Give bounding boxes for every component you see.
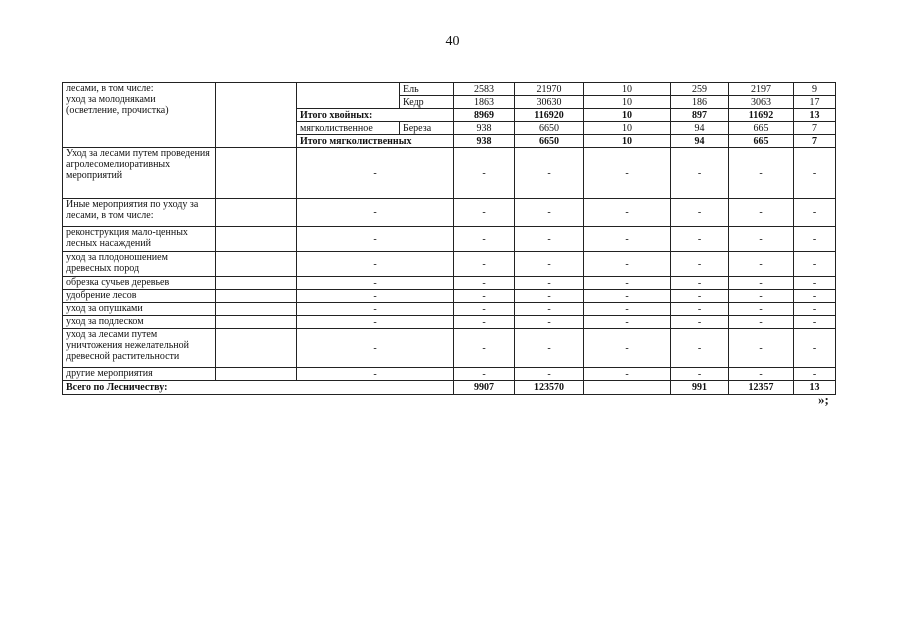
cell-value: - — [729, 303, 794, 316]
cell-value: - — [454, 277, 515, 290]
cell-value: - — [454, 148, 515, 199]
species-name: Ель — [400, 83, 454, 96]
cell-value: - — [671, 199, 729, 227]
cell-value: - — [729, 290, 794, 303]
cell-value: - — [584, 148, 671, 199]
cell-value: - — [584, 303, 671, 316]
cell-value: - — [794, 368, 836, 381]
cell-value: - — [584, 290, 671, 303]
cell-value: - — [794, 199, 836, 227]
species-name: Кедр — [400, 96, 454, 109]
activity-row — [63, 316, 836, 329]
activity-label: удобрение лесов — [63, 290, 216, 303]
cell-value: - — [454, 227, 515, 252]
cell-value: - — [729, 227, 794, 252]
cell-value: - — [584, 227, 671, 252]
cell-value: - — [515, 199, 584, 227]
cell-value: - — [729, 277, 794, 290]
cell-value: - — [515, 316, 584, 329]
forestry-activities-table — [62, 82, 836, 395]
empty-cell — [216, 290, 297, 303]
activity-row — [63, 199, 836, 227]
subtotal-label: Итого мягколиственных — [297, 135, 454, 148]
page-number: 40 — [445, 34, 460, 49]
closing-quote-mark: »; — [818, 392, 829, 407]
cell-value: - — [729, 199, 794, 227]
cell-value: 10 — [584, 109, 671, 122]
activity-row — [63, 290, 836, 303]
empty-cell — [216, 227, 297, 252]
activity-label: уход за лесами путем уничтожения нежелательной древесной растительности — [63, 329, 216, 368]
cell-value: - — [515, 303, 584, 316]
cell-value: 2583 — [454, 83, 515, 96]
cell-value: - — [794, 227, 836, 252]
cell-value: 21970 — [515, 83, 584, 96]
cell-value: - — [794, 329, 836, 368]
cell-value: - — [515, 290, 584, 303]
cell-value: 7 — [794, 135, 836, 148]
cell-value: 186 — [671, 96, 729, 109]
cell-value: - — [515, 148, 584, 199]
cell-value: - — [515, 227, 584, 252]
cell-value: - — [671, 227, 729, 252]
cell-value: 938 — [454, 135, 515, 148]
cell-value: 11692 — [729, 109, 794, 122]
activity-label: другие мероприятия — [63, 368, 216, 381]
cell-value: - — [729, 368, 794, 381]
cell-value: 897 — [671, 109, 729, 122]
cell-value: 991 — [671, 381, 729, 395]
empty-cell — [216, 148, 297, 199]
cell-value: - — [297, 199, 454, 227]
empty-cell — [216, 368, 297, 381]
cell-value: 1863 — [454, 96, 515, 109]
activity-row — [63, 252, 836, 277]
cell-value: 94 — [671, 122, 729, 135]
cell-value: - — [297, 148, 454, 199]
cell-value: - — [297, 329, 454, 368]
grand-total-label: Всего по Лесничеству: — [63, 381, 454, 395]
cell-value: 9 — [794, 83, 836, 96]
cell-value: - — [794, 290, 836, 303]
cell-value: 12357 — [729, 381, 794, 395]
cell-value: - — [297, 316, 454, 329]
cell-value: 6650 — [515, 122, 584, 135]
cell-value: - — [671, 290, 729, 303]
cell-value: - — [454, 368, 515, 381]
cell-value: 8969 — [454, 109, 515, 122]
cell-value: - — [671, 303, 729, 316]
group-name: мягколиственное — [297, 122, 400, 135]
species-name: Береза — [400, 122, 454, 135]
cell-value: - — [454, 290, 515, 303]
activity-row — [63, 148, 836, 199]
cell-value: - — [794, 316, 836, 329]
grand-total-row — [63, 381, 836, 395]
cell-value: - — [729, 329, 794, 368]
cell-value: - — [297, 252, 454, 277]
cell-value: - — [671, 316, 729, 329]
cell-value: - — [584, 316, 671, 329]
activity-label: уход за плодоношением древесных пород — [63, 252, 216, 277]
cell-value: - — [729, 252, 794, 277]
cell-value: - — [794, 252, 836, 277]
cell-value: - — [454, 329, 515, 368]
empty-cell — [216, 316, 297, 329]
cell-value: - — [584, 199, 671, 227]
activity-row — [63, 227, 836, 252]
cell-value: - — [671, 252, 729, 277]
activity-label: Иные мероприятия по уходу за лесами, в том числе: — [63, 199, 216, 227]
cell-value: - — [454, 303, 515, 316]
activity-label: уход за подлеском — [63, 316, 216, 329]
cell-value: 116920 — [515, 109, 584, 122]
cell-value: - — [515, 368, 584, 381]
cell-value: - — [584, 252, 671, 277]
cell-value: 10 — [584, 135, 671, 148]
activity-row — [63, 277, 836, 290]
cell-value: - — [671, 329, 729, 368]
activity-label: уход за опушками — [63, 303, 216, 316]
cell-value: - — [515, 277, 584, 290]
activity-label: Уход за лесами путем проведения агролесомелиоративных мероприятий — [63, 148, 216, 199]
cell-value: - — [584, 368, 671, 381]
cell-value: 259 — [671, 83, 729, 96]
cell-value: - — [794, 303, 836, 316]
cell-value: - — [515, 252, 584, 277]
cell-value: 94 — [671, 135, 729, 148]
cell-value: 10 — [584, 122, 671, 135]
cell-value: - — [729, 148, 794, 199]
cell-value: 6650 — [515, 135, 584, 148]
activity-label: обрезка сучьев деревьев — [63, 277, 216, 290]
cell-value: - — [297, 368, 454, 381]
cell-value: 665 — [729, 122, 794, 135]
cell-value: 13 — [794, 109, 836, 122]
cell-value — [584, 381, 671, 395]
subtotal-label: Итого хвойных: — [297, 109, 454, 122]
cell-value: 10 — [584, 83, 671, 96]
cell-value: - — [671, 148, 729, 199]
empty-cell — [216, 83, 297, 148]
cell-value: - — [584, 277, 671, 290]
activity-row — [63, 303, 836, 316]
empty-cell — [216, 199, 297, 227]
cell-value: - — [729, 316, 794, 329]
empty-cell — [216, 252, 297, 277]
cell-value: - — [454, 199, 515, 227]
cell-value: - — [794, 148, 836, 199]
empty-cell — [216, 277, 297, 290]
cell-value: 9907 — [454, 381, 515, 395]
cell-value: 7 — [794, 122, 836, 135]
cell-value: - — [671, 277, 729, 290]
empty-cell — [297, 83, 400, 109]
cell-value: - — [454, 252, 515, 277]
cell-value: 3063 — [729, 96, 794, 109]
cell-value: - — [297, 303, 454, 316]
cell-value: - — [454, 316, 515, 329]
empty-cell — [216, 329, 297, 368]
cell-value: 665 — [729, 135, 794, 148]
cell-value: 10 — [584, 96, 671, 109]
cell-value: 123570 — [515, 381, 584, 395]
group-label-cell: лесами, в том числе: уход за молодняками (осветление, прочистка) — [63, 83, 216, 148]
cell-value: 30630 — [515, 96, 584, 109]
cell-value: - — [297, 227, 454, 252]
cell-value: 13 — [794, 381, 836, 395]
cell-value: 2197 — [729, 83, 794, 96]
cell-value: - — [297, 290, 454, 303]
empty-cell — [216, 303, 297, 316]
cell-value: - — [794, 277, 836, 290]
cell-value: - — [584, 329, 671, 368]
cell-value: 17 — [794, 96, 836, 109]
cell-value: - — [671, 368, 729, 381]
cell-value: - — [297, 277, 454, 290]
activity-row — [63, 368, 836, 381]
activity-label: реконструкция мало-ценных лесных насаждений — [63, 227, 216, 252]
cell-value: 938 — [454, 122, 515, 135]
activity-row — [63, 329, 836, 368]
cell-value: - — [515, 329, 584, 368]
